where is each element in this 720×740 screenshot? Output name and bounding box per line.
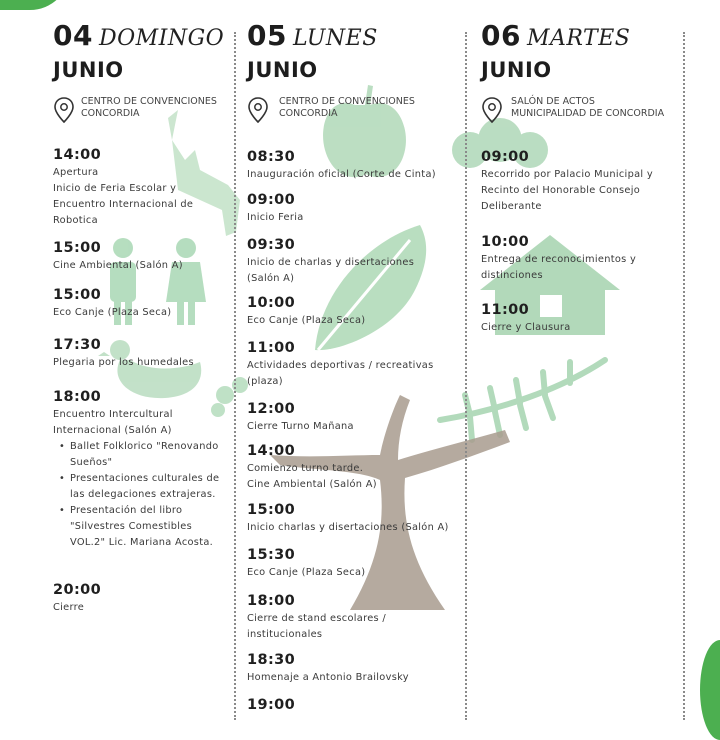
event-time: 09:00 — [481, 149, 530, 165]
event-time: 17:30 — [53, 337, 102, 353]
event-time: 18:30 — [247, 652, 296, 668]
schedule-event — [53, 287, 171, 321]
event-description: institucionales — [247, 629, 323, 640]
column-divider — [465, 32, 467, 720]
schedule-event — [53, 582, 101, 616]
event-description: Internacional (Salón A) — [53, 425, 172, 436]
venue-line: CONCORDIA — [279, 108, 338, 119]
schedule-event — [247, 443, 377, 493]
event-time: 10:00 — [247, 295, 296, 311]
event-description: Cierre de stand escolares / — [247, 613, 386, 624]
day-header — [481, 19, 681, 52]
day-header — [53, 19, 231, 52]
location-pin-icon — [247, 96, 269, 124]
event-description: Deliberante — [481, 201, 542, 212]
location-pin-icon — [481, 96, 503, 124]
event-time: 15:00 — [247, 502, 296, 518]
month-label: JUNIO — [481, 58, 552, 82]
month-label: JUNIO — [247, 58, 318, 82]
event-time: 11:00 — [247, 340, 296, 356]
schedule-event — [53, 147, 193, 229]
event-description: Inicio Feria — [247, 212, 304, 223]
event-description: Inicio charlas y disertaciones (Salón A) — [247, 522, 449, 533]
event-bullet-item: • Presentación del libro — [53, 503, 219, 519]
event-time: 14:00 — [53, 147, 102, 163]
day-name: LUNES — [292, 26, 378, 51]
schedule-event — [247, 652, 409, 686]
event-description: Cine Ambiental (Salón A) — [53, 260, 183, 271]
schedule-event — [481, 302, 571, 336]
event-bullet-item: las delegaciones extrajeras. — [70, 489, 216, 500]
event-time: 19:00 — [247, 697, 296, 713]
event-description: Cierre y Clausura — [481, 322, 571, 333]
event-time: 15:00 — [53, 240, 102, 256]
event-description: Homenaje a Antonio Brailovsky — [247, 672, 409, 683]
schedule-event — [247, 401, 354, 435]
event-description: Encuentro Internacional de — [53, 199, 194, 210]
event-time: 14:00 — [247, 443, 296, 459]
event-time: 09:30 — [247, 237, 296, 253]
event-description: (plaza) — [247, 376, 283, 387]
schedule-event — [53, 389, 219, 551]
event-time: 18:00 — [247, 593, 296, 609]
event-description: (Salón A) — [247, 273, 295, 284]
venue-line: CENTRO DE CONVENCIONES — [81, 96, 217, 107]
event-description: Eco Canje (Plaza Seca) — [53, 307, 172, 318]
day-header — [247, 19, 462, 52]
schedule-event — [247, 547, 365, 581]
venue-line: CENTRO DE CONVENCIONES — [279, 96, 415, 107]
event-description: Cine Ambiental (Salón A) — [247, 479, 377, 490]
schedule-event — [53, 240, 183, 274]
venue-line: CONCORDIA — [81, 108, 140, 119]
day-column-martes — [481, 19, 681, 333]
day-name: DOMINGO — [98, 26, 225, 51]
column-divider — [683, 32, 685, 720]
schedule-event — [53, 337, 194, 371]
schedule-event — [247, 192, 304, 226]
schedule-event — [247, 295, 365, 329]
event-description: Cierre — [53, 602, 85, 613]
event-description: Encuentro Intercultural — [53, 409, 173, 420]
event-description: Entrega de reconocimientos y — [481, 254, 637, 265]
event-description: Robotica — [53, 215, 98, 226]
event-description: Cierre Turno Mañana — [247, 421, 354, 432]
day-number: 06 — [481, 19, 521, 52]
schedule-event — [247, 593, 386, 643]
schedule-event — [247, 149, 436, 183]
event-bullet-item: • Ballet Folklorico "Renovando — [53, 439, 219, 455]
column-divider — [234, 32, 236, 720]
day-column-lunes — [247, 19, 462, 713]
event-description: Recinto del Honorable Consejo — [481, 185, 641, 196]
event-description: Eco Canje (Plaza Seca) — [247, 315, 366, 326]
event-bullet-item: "Silvestres Comestibles — [70, 521, 193, 532]
event-time: 18:00 — [53, 389, 102, 405]
schedule-event — [481, 234, 636, 284]
event-description: Apertura — [53, 167, 99, 178]
event-bullet-item: • Presentaciones culturales de — [53, 471, 219, 487]
event-time: 15:30 — [247, 547, 296, 563]
event-time: 10:00 — [481, 234, 530, 250]
location-pin-icon — [53, 96, 75, 124]
day-number: 04 — [53, 19, 93, 52]
event-description: Inicio de charlas y disertaciones — [247, 257, 415, 268]
event-description: distinciones — [481, 270, 543, 281]
day-number: 05 — [247, 19, 287, 52]
event-description: Inauguración oficial (Corte de Cinta) — [247, 169, 436, 180]
month-label: JUNIO — [53, 58, 124, 82]
event-time: 15:00 — [53, 287, 102, 303]
event-description: Plegaria por los humedales — [53, 357, 194, 368]
event-time: 09:00 — [247, 192, 296, 208]
event-time: 08:30 — [247, 149, 296, 165]
venue-line: MUNICIPALIDAD DE CONCORDIA — [511, 108, 665, 119]
schedule-event — [247, 697, 295, 715]
venue — [481, 96, 681, 124]
event-bullet-item: Sueños" — [70, 457, 113, 468]
event-time: 12:00 — [247, 401, 296, 417]
venue-line: SALÓN DE ACTOS — [511, 96, 595, 107]
event-description: Inicio de Feria Escolar y — [53, 183, 177, 194]
event-description: Recorrido por Palacio Municipal y — [481, 169, 653, 180]
venue — [53, 96, 231, 124]
schedule-event — [247, 237, 414, 287]
event-time: 20:00 — [53, 582, 102, 598]
event-description: Actividades deportivas / recreativas — [247, 360, 434, 371]
day-name: MARTES — [526, 26, 631, 51]
event-bullet-item: VOL.2" Lic. Mariana Acosta. — [70, 537, 214, 548]
event-time: 11:00 — [481, 302, 530, 318]
event-description: Eco Canje (Plaza Seca) — [247, 567, 366, 578]
schedule-event — [247, 502, 449, 536]
schedule-event — [247, 340, 434, 390]
venue — [247, 96, 462, 124]
day-column-domingo — [53, 19, 231, 613]
schedule-event — [481, 149, 653, 215]
event-description: Comienzo turno tarde. — [247, 463, 364, 474]
